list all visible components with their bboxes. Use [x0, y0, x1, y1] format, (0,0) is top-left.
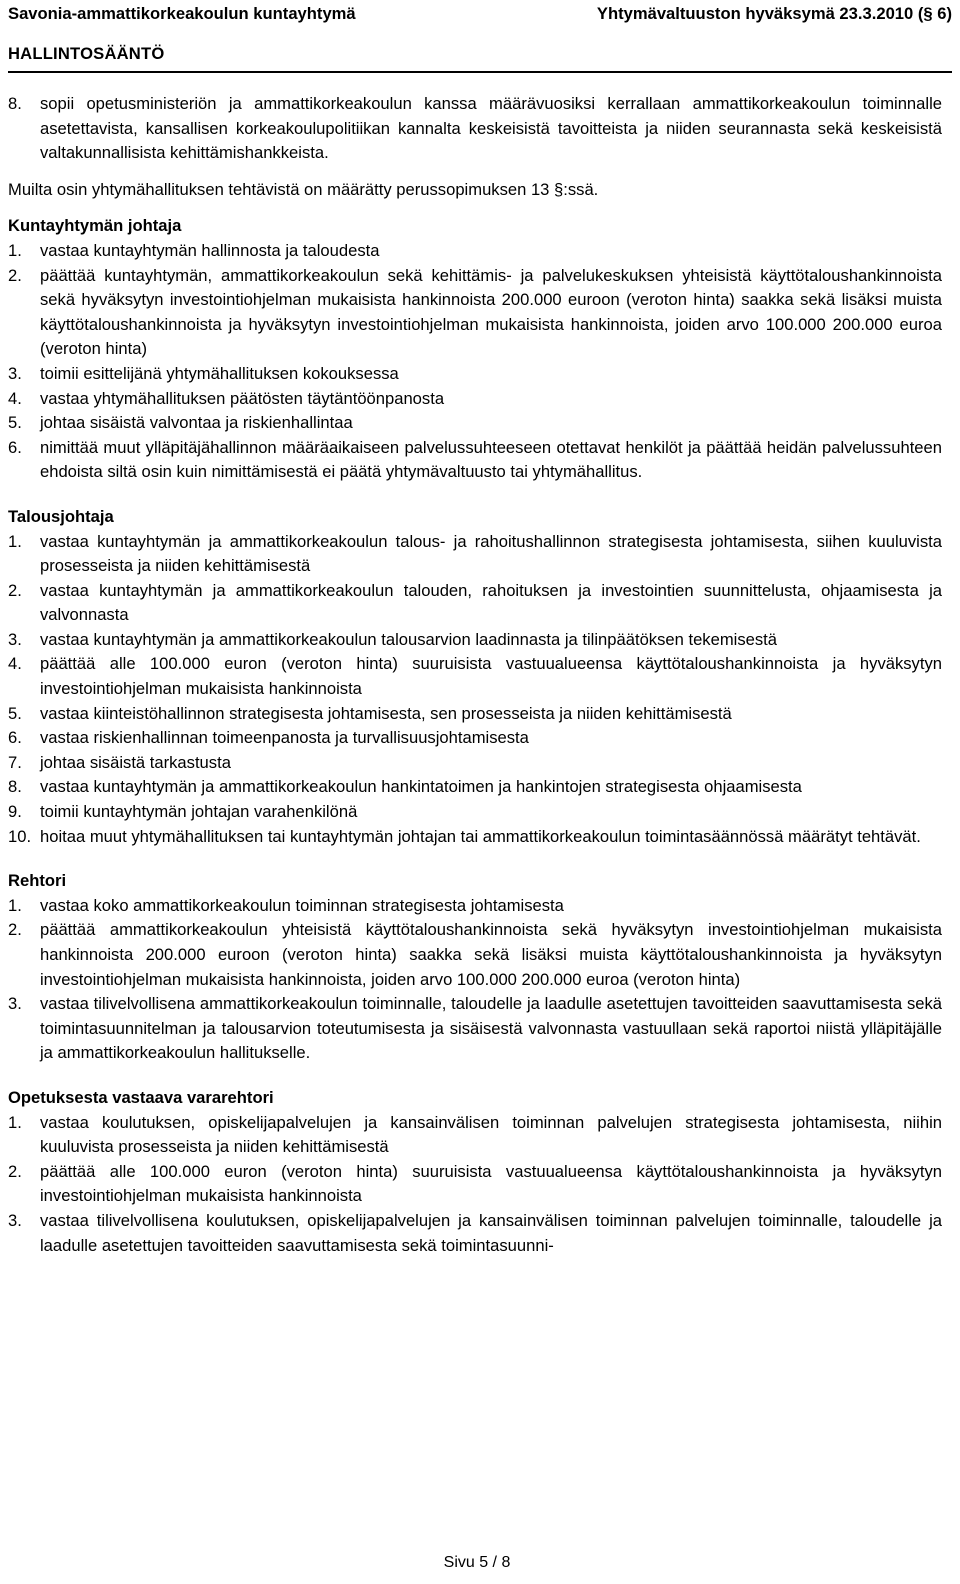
list-item: [8, 579, 942, 628]
item-text: vastaa tilivelvollisena ammattikorkeakoulun toiminnalle, taloudelle ja laadulle asetettujen tavoitteiden saavuttamisesta sekä toimintasuunnitelman ja talousarvion toteutumisesta ja sisäisestä valvonnasta vastuullaan sekä raportoi niistä ylläpitäjälle ja ammattikorkeakoulun hallitukselle.: [40, 994, 942, 1063]
item-text: johtaa sisäistä valvontaa ja riskienhallintaa: [40, 413, 353, 433]
list-item: [8, 702, 942, 727]
list-item: [8, 1111, 942, 1160]
section-list: [8, 239, 942, 485]
item-number: 9.: [8, 802, 22, 822]
item-number: 7.: [8, 752, 22, 772]
item-text: vastaa kuntayhtymän hallinnosta ja taloudesta: [40, 240, 380, 260]
section-rehtori: [8, 869, 942, 1066]
list-item: [8, 387, 942, 412]
section-heading: Rehtori: [8, 871, 67, 891]
list-item: [8, 775, 942, 800]
item-text: toimii esittelijänä yhtymähallituksen kokouksessa: [40, 363, 399, 383]
item-number: 5.: [8, 413, 22, 433]
list-item: [8, 1160, 942, 1209]
item-text: nimittää muut ylläpitäjähallinnon määräaikaiseen palvelussuhteeseen otettavat henkilöt ja päättää heidän palvelussuhteen ehdoista siltä osin kuin nimittämisestä ei päätä yhtymävaltuusto tai yhtymähallitus.: [40, 437, 942, 482]
item-number: 4.: [8, 654, 22, 674]
list-item: [8, 411, 942, 436]
item-number: 1.: [8, 240, 22, 260]
section-list: [8, 1111, 942, 1259]
list-item: [8, 530, 942, 579]
item-text: päättää ammattikorkeakoulun yhteisistä käyttötaloushankinnoista sekä hyväksytyn investointiohjelman mukaisista hankinnoista 200.000 euroon (veroton hinta) saakka sekä lisäksi muista käyttötaloushankinnoista ja hyväksytyn investointiohjelman mukaisista hankinnoista, joiden arvo 100.000 200.000 euroa (veroton hinta): [40, 920, 942, 989]
intro-list: [8, 92, 942, 166]
item-number: 3.: [8, 629, 22, 649]
section-heading: Opetuksesta vastaava vararehtori: [8, 1087, 274, 1107]
item-text: vastaa kuntayhtymän ja ammattikorkeakoulun talouden, rahoituksen ja investointien suunnittelusta, ohjaamisesta ja valvonnasta: [40, 580, 942, 625]
page-number: Sivu 5 / 8: [443, 1554, 511, 1571]
item-number: 4.: [8, 388, 22, 408]
list-item: [8, 92, 942, 166]
item-number: 10.: [8, 826, 32, 846]
intro-paragraph: Muilta osin yhtymähallituksen tehtävistä on määrätty perussopimuksen 13 §:ssä.: [8, 179, 599, 199]
item-number: 6.: [8, 437, 22, 457]
section-kuntayhtyma: [8, 214, 942, 485]
list-item: [8, 751, 942, 776]
document-title: HALLINTOSÄÄNTÖ: [8, 44, 165, 63]
item-text: toimii kuntayhtymän johtajan varahenkilönä: [40, 802, 358, 822]
organization-name: Savonia-ammattikorkeakoulun kuntayhtymä: [8, 4, 356, 23]
list-item: [8, 992, 942, 1066]
list-item: [8, 264, 942, 362]
approval-note: Yhtymävaltuuston hyväksymä 23.3.2010 (§ 6): [596, 4, 952, 23]
item-text: päättää kuntayhtymän, ammattikorkeakoulun sekä kehittämis- ja palvelukeskuksen yhteisistä käyttötaloushankinnoista sekä hyväksytyn investointiohjelman mukaisista hankinnoista 200.000 euroon (veroton hinta) saakka sekä lisäksi muista käyttötaloushankinnoista ja hyväksytyn investointiohjelman mukaisista hankinnoista, joiden arvo 100.000 200.000 euroa (veroton hinta): [40, 265, 942, 359]
item-number: 1.: [8, 1112, 22, 1132]
item-text: vastaa tilivelvollisena koulutuksen, opiskelijapalvelujen ja kansainvälisen toiminnan palvelujen toiminnalle, taloudelle ja laadulle asetettujen tavoitteiden saavuttamisesta sekä toimintasuunni-: [40, 1210, 942, 1255]
item-number: 1.: [8, 895, 22, 915]
item-number: 8.: [8, 94, 22, 113]
section-heading: Talousjohtaja: [8, 506, 114, 526]
list-item: [8, 800, 942, 825]
list-item: [8, 362, 942, 387]
section-vararehtori: [8, 1086, 942, 1258]
page-footer: [0, 1551, 960, 1576]
header-row: [8, 0, 952, 24]
item-text: vastaa kuntayhtymän ja ammattikorkeakoulun hankintatoimen ja hankintojen strategisesta ohjaamisesta: [40, 777, 802, 797]
document-body: [8, 92, 942, 1258]
item-number: 2.: [8, 1161, 22, 1181]
item-number: 2.: [8, 580, 22, 600]
item-number: 2.: [8, 920, 22, 940]
item-text: hoitaa muut yhtymähallituksen tai kuntayhtymän johtajan tai ammattikorkeakoulun toimintasäännössä määrätyt tehtävät.: [40, 826, 921, 846]
item-text: vastaa kuntayhtymän ja ammattikorkeakoulun talousarvion laadinnasta ja tilinpäätöksen tekemisestä: [40, 629, 777, 649]
list-item: [8, 436, 942, 485]
list-item: [8, 239, 942, 264]
header-divider: [8, 71, 952, 73]
section-talousjohtaja: [8, 505, 942, 849]
item-number: 6.: [8, 728, 22, 748]
item-text: sopii opetusministeriön ja ammattikorkeakoulun kanssa määrävuosiksi kerrallaan ammattikorkeakoulun toiminnalle asetettavista, kansallisen korkeakoulupolitiikan kannalta keskeisistä tavoitteista ja niiden seurannasta sekä keskeisistä valtakunnallisista kehittämishankkeista.: [40, 94, 942, 163]
item-number: 8.: [8, 777, 22, 797]
list-item: [8, 918, 942, 992]
item-number: 3.: [8, 994, 22, 1014]
item-text: vastaa yhtymähallituksen päätösten täytäntöönpanosta: [40, 388, 445, 408]
item-text: vastaa koulutuksen, opiskelijapalvelujen ja kansainvälisen toiminnan palvelujen strategisesta johtamisesta, niihin kuuluvista prosesseista ja niiden kehittämisestä: [40, 1112, 942, 1157]
item-number: 3.: [8, 363, 22, 383]
item-number: 2.: [8, 265, 22, 285]
item-text: johtaa sisäistä tarkastusta: [40, 752, 231, 772]
section-heading: Kuntayhtymän johtaja: [8, 216, 182, 236]
item-text: vastaa riskienhallinnan toimeenpanosta ja turvallisuusjohtamisesta: [40, 728, 529, 748]
item-number: 3.: [8, 1210, 22, 1230]
list-item: [8, 628, 942, 653]
list-item: [8, 1209, 942, 1258]
page-header: [8, 0, 952, 64]
item-text: päättää alle 100.000 euron (veroton hinta) suuruisista vastuualueensa käyttötaloushankinnoista ja hyväksytyn investointiohjelman mukaisista hankinnoista: [40, 654, 942, 699]
list-item: [8, 726, 942, 751]
item-text: vastaa kiinteistöhallinnon strategisesta johtamisesta, sen prosesseista ja niiden kehittämisestä: [40, 703, 732, 723]
list-item: [8, 825, 942, 850]
list-item: [8, 652, 942, 701]
item-number: 5.: [8, 703, 22, 723]
item-text: vastaa kuntayhtymän ja ammattikorkeakoulun talous- ja rahoitushallinnon strategisesta johtamisesta, siihen kuuluvista prosesseista ja niiden kehittämisestä: [40, 531, 942, 576]
item-text: päättää alle 100.000 euron (veroton hinta) suuruisista vastuualueensa käyttötaloushankinnoista ja hyväksytyn investointiohjelman mukaisista hankinnoista: [40, 1161, 942, 1206]
section-list: [8, 530, 942, 850]
item-number: 1.: [8, 531, 22, 551]
list-item: [8, 894, 942, 919]
item-text: vastaa koko ammattikorkeakoulun toiminnan strategisesta johtamisesta: [40, 895, 564, 915]
section-list: [8, 894, 942, 1066]
